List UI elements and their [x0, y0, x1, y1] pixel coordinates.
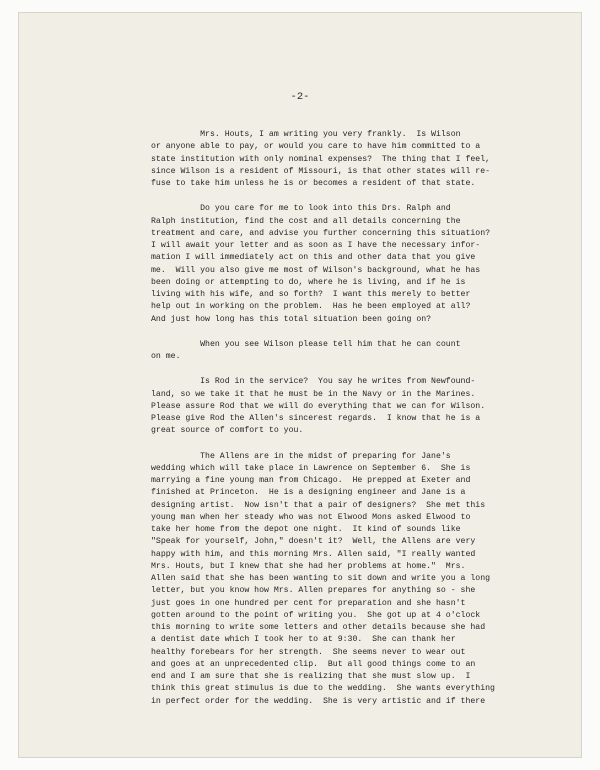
text-line: Is Rod in the service? You say he writes from Newfound-	[151, 377, 476, 387]
text-line: me. Will you also give me most of Wilson's background, what he has	[151, 265, 481, 275]
text-line: a dentist date which I took her to at 9:30. She can thank her	[151, 635, 456, 645]
text-line: been doing or attempting to do, where he is living, and if he is	[151, 277, 466, 287]
text-line: state institution with only nominal expenses? The thing that I feel,	[151, 154, 491, 164]
text-line: end and I am sure that she is realizing that she must slow up. I	[151, 672, 471, 681]
text-line: The Allens are in the midst of preparing for Jane's	[151, 451, 451, 461]
text-line: Mrs. Houts, I am writing you very frankly. Is Wilson	[151, 130, 461, 139]
text-line: marrying a fine young man from Chicago. He prepped at Exeter and	[151, 476, 471, 485]
text-line: Allen said that she has been wanting to sit down and write you a long	[151, 574, 491, 583]
text-line: young man when her steady who was not Elwood Mons asked Elwood to	[151, 512, 471, 522]
paragraph	[151, 376, 531, 437]
letter-body	[151, 129, 531, 721]
text-line: land, so we take it that he must be in the Navy or in the Marines.	[151, 389, 476, 399]
text-line: And just how long has this total situation been going on?	[151, 314, 432, 324]
text-line: Mrs. Houts, but I knew that she had her problems at home." Mrs.	[151, 561, 466, 571]
paragraph	[151, 451, 531, 708]
text-line: help out in working on the problem. Has he been employed at all?	[151, 302, 471, 312]
text-line: just goes in one hundred per cent for preparation and she hasn't	[151, 598, 466, 608]
paragraph	[151, 129, 531, 190]
text-line: letter, but you know how Mrs. Allen prepares for anything so - she	[151, 586, 476, 596]
text-line: and goes at an unprecedented clip. But all good things come to an	[151, 659, 476, 669]
text-line: on me.	[151, 352, 181, 361]
page-number: -2-	[290, 91, 310, 103]
text-line: living with his wife, and so forth? I want this merely to better	[151, 290, 471, 299]
text-line: gotten around to the point of writing you. She got up at 4 o'clock	[151, 610, 481, 620]
text-line: or anyone able to pay, or would you care to have him committed to a	[151, 142, 481, 152]
text-line: fuse to take him unless he is or becomes a resident of that state.	[151, 179, 476, 188]
text-line: Ralph institution, find the cost and all details concerning the	[151, 216, 461, 226]
text-line: Do you care for me to look into this Drs. Ralph and	[151, 204, 451, 214]
text-line: designing artist. Now isn't that a pair of designers? She met this	[151, 500, 486, 510]
text-line: great source of comfort to you.	[151, 426, 304, 436]
text-line: finished at Princeton. He is a designing engineer and Jane is a	[151, 488, 466, 498]
letter-page	[19, 13, 581, 757]
text-line: happy with him, and this morning Mrs. Allen said, "I really wanted	[151, 549, 476, 559]
paragraph	[151, 339, 531, 364]
text-line: When you see Wilson please tell him that he can count	[151, 339, 461, 349]
text-line: Please give Rod the Allen's sincerest regards. I know that he is a	[151, 414, 481, 423]
text-line: treatment and care, and advise you further concerning this situation?	[151, 228, 491, 238]
text-line: healthy forebears for her strength. She seems never to wear out	[151, 647, 466, 657]
text-line: mation I will immediately act on this and other data that you give	[151, 253, 476, 263]
text-line: think this great stimulus is due to the wedding. She wants everything	[151, 684, 495, 694]
text-line: take her home from the depot one night. It kind of sounds like	[151, 525, 461, 534]
text-line: I will await your letter and as soon as I have the necessary infor-	[151, 241, 481, 250]
text-line: since Wilson is a resident of Missouri, is that other states will re-	[151, 166, 491, 176]
text-line: Please assure Rod that we will do everything that we can for Wilson.	[151, 401, 486, 411]
text-line: wedding which will take place in Lawrence on September 6. She is	[151, 463, 471, 473]
text-line: this morning to write some letters and other details because she had	[151, 623, 486, 632]
text-line: "Speak for yourself, John," doesn't it? Well, the Allens are very	[151, 537, 476, 547]
text-line: in perfect order for the wedding. She is very artistic and if there	[151, 696, 486, 706]
paragraph	[151, 203, 531, 326]
